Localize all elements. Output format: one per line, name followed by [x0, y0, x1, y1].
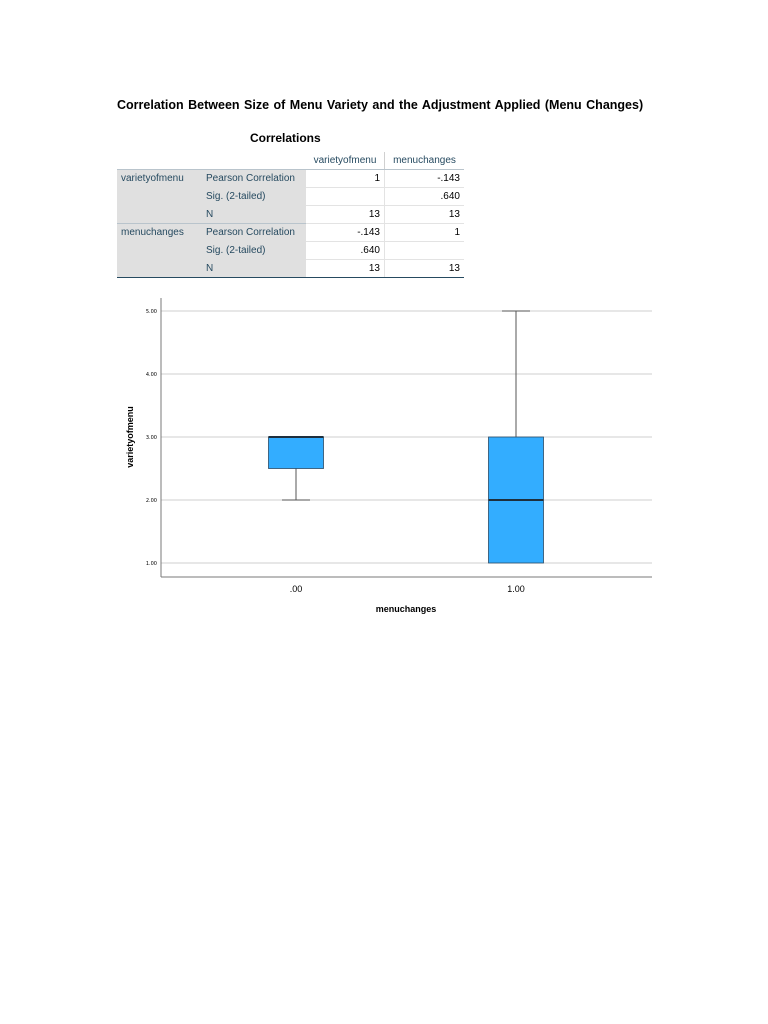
y-tick-label: 3.00	[145, 435, 157, 441]
y-tick-label: 1.00	[145, 561, 157, 567]
value-cell: 1	[385, 224, 465, 242]
value-cell: 13	[385, 206, 465, 224]
stat-label: Sig. (2-tailed)	[202, 188, 306, 206]
x-tick-label: 1.00	[507, 584, 525, 594]
stat-label: N	[202, 206, 306, 224]
value-cell: 13	[385, 260, 465, 278]
y-tick-label: 4.00	[145, 372, 157, 378]
x-axis-label: menuchanges	[375, 604, 437, 614]
y-tick-label: 2.00	[145, 498, 157, 504]
value-cell: .640	[306, 242, 385, 260]
stat-label: N	[202, 260, 306, 278]
box	[269, 437, 324, 469]
x-tick-label: .00	[289, 584, 303, 594]
stat-label: Pearson Correlation	[202, 224, 306, 242]
y-tick-label: 5.00	[145, 309, 157, 315]
document-title: Correlation Between Size of Menu Variety and the Adjustment Applied (Menu Changes)	[117, 98, 644, 112]
value-cell: 13	[306, 206, 385, 224]
col-header-menuchanges: menuchanges	[385, 152, 465, 170]
row-group-label: menuchanges	[117, 224, 202, 242]
value-cell: -.143	[306, 224, 385, 242]
col-header-varietyofmenu: varietyofmenu	[306, 152, 385, 170]
stat-label: Pearson Correlation	[202, 170, 306, 188]
value-cell: -.143	[385, 170, 465, 188]
y-axis-label: varietyofmenu	[125, 406, 135, 468]
value-cell: .640	[385, 188, 465, 206]
stat-label: Sig. (2-tailed)	[202, 242, 306, 260]
value-cell: 1	[306, 170, 385, 188]
row-group-label: varietyofmenu	[117, 170, 202, 188]
value-cell: 13	[306, 260, 385, 278]
table-title: Correlations	[250, 131, 321, 145]
